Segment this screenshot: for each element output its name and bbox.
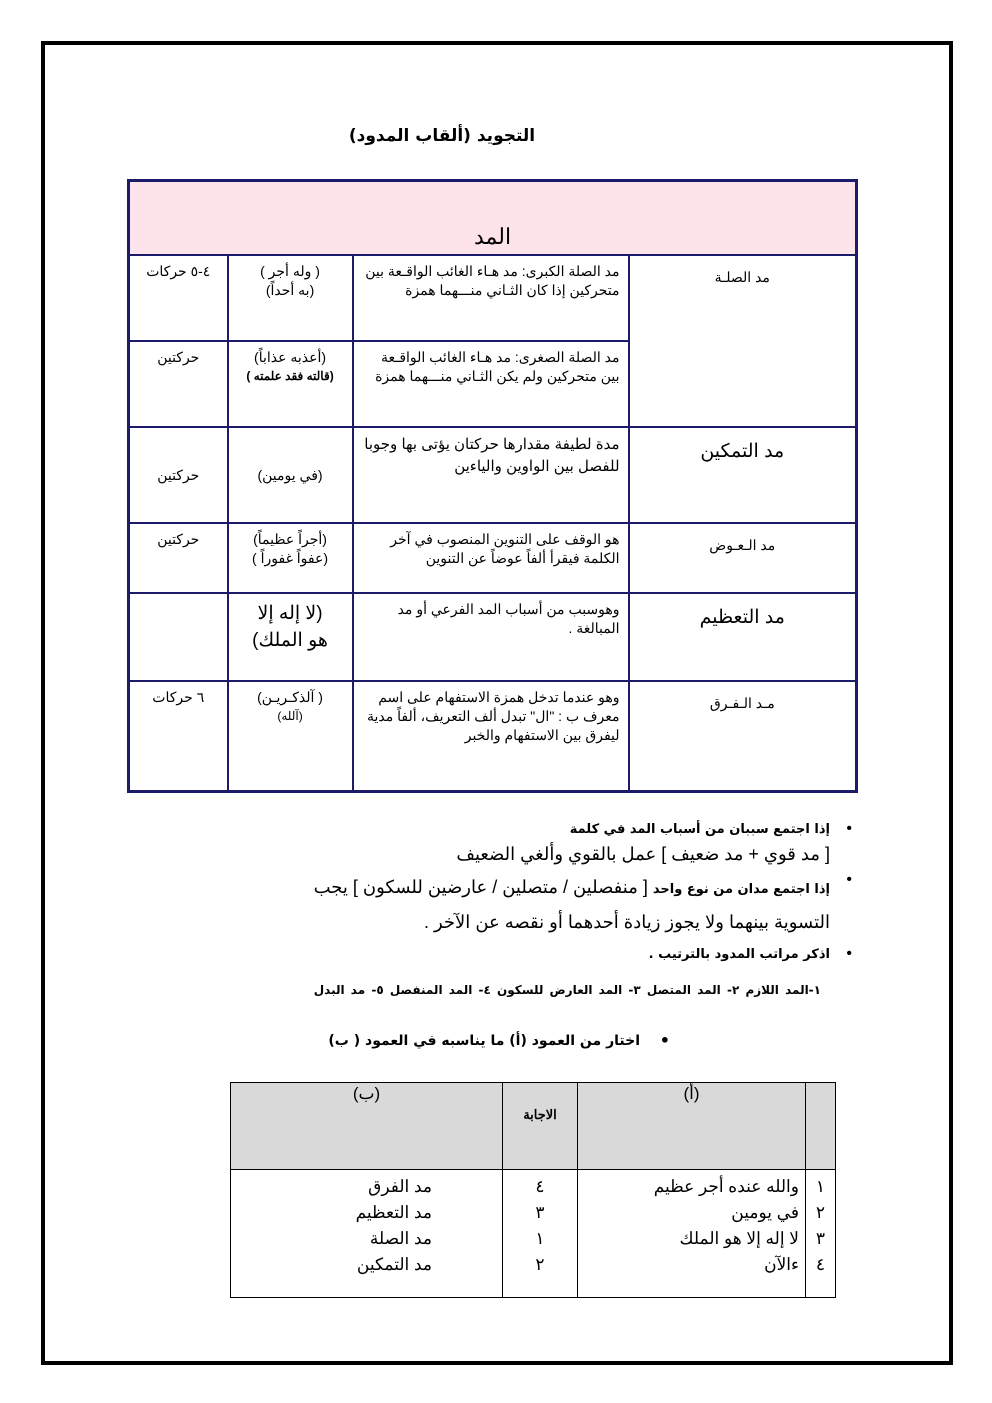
table-row <box>129 255 857 341</box>
list-item: • إذا اجتمع مدان من نوع واحد [ منفصلين / متصلين / عارضين للسكون ] يجب التسوية بينهما ولا يجوز زيادة أحدهما أو نقصه عن الآخر . <box>232 871 852 939</box>
table-row <box>129 523 857 593</box>
answer-header: الاجابة <box>503 1083 578 1170</box>
madd-description: مد الصلة الصغرى: مد هـاء الغائب الواقـعة بين متحركين ولم يكن الثـاني منـــهما همزة <box>353 341 629 427</box>
madd-kind: مد الـعـوض <box>629 523 857 593</box>
madd-description: هو الوقف على التنوين المنصوب في آخر الكلمة فيقرأ ألفاً عوضاً عن التنوين <box>353 523 629 593</box>
col-b-items: مد الفرق مد التعظيم مد الصلة مد التمكين <box>231 1170 503 1298</box>
madd-order: ١-المد اللازم ٢- المد المتصل ٣- المد العارض للسكون ٤- المد المنفصل ٥- مد البدل <box>313 983 821 997</box>
matching-body-row <box>231 1170 836 1298</box>
table-row <box>129 593 857 681</box>
madd-kind: مد التعظيم <box>629 593 857 681</box>
madd-description: مدة لطيفة مقدارها حركتان يؤتى بها وجوبا للفصل بين الواوين والياءين <box>353 427 629 523</box>
madd-description: وهوسبب من أسباب المد الفرعي أو مد المبالغة . <box>353 593 629 681</box>
col-b-header: (ب) <box>231 1083 503 1170</box>
madd-table <box>127 179 858 793</box>
madd-kind: مد التمكين <box>629 427 857 523</box>
exercise-heading: • اختار من العمود (أ) ما يناسبه في العمود ( ب) <box>328 1033 640 1049</box>
notes-list <box>232 820 852 963</box>
madd-description: مد الصلة الكبرى: مد هـاء الغائب الواقـعة بين متحركين إذا كان الثـاني منـــهما همزة <box>353 255 629 341</box>
madd-count: حركتين <box>129 341 228 427</box>
col-a-items: والله عنده أجر عظيم في يومين لا إله إلا هو الملك ءالآن <box>578 1170 806 1298</box>
madd-count <box>129 593 228 681</box>
madd-example: ( وله أجر ) (به أحداً) <box>228 255 353 341</box>
answers-column: ٤ ٣ ١ ٢ <box>503 1170 578 1298</box>
madd-count: ٦ حركات <box>129 681 228 791</box>
col-a-header: (أ) <box>578 1083 806 1170</box>
madd-example: (أعذبه عذاباً) (قالته فقد علمته ) <box>228 341 353 427</box>
list-item: • إذا اجتمع سببان من أسباب المد في كلمة [ مد قوي + مد ضعيف ] عمل بالقوي وألغي الضعيف <box>232 820 852 871</box>
numbers-column: ١ ٢ ٣ ٤ <box>806 1170 836 1298</box>
matching-table <box>230 1082 836 1298</box>
madd-example: (في يومين) <box>228 427 353 523</box>
madd-count: ٤-٥ حركات <box>129 255 228 341</box>
madd-count: حركتين <box>129 427 228 523</box>
table-row <box>129 427 857 523</box>
table-header-row <box>129 181 857 256</box>
madd-example: (لا إله إلا هو الملك) <box>228 593 353 681</box>
madd-description: وهو عندما تدخل همزة الاستفهام على اسم معرف ب : "ال" تبدل ألف التعريف، ألفاً مدية ليفرق بين الاستفهام والخبر <box>353 681 629 791</box>
madd-kind: مد الصلـة <box>629 255 857 427</box>
madd-example: (أجراً عظيماً) (عفواً غفوراً ) <box>228 523 353 593</box>
madd-kind: مـد الـفـرق <box>629 681 857 791</box>
table-row <box>129 681 857 791</box>
madd-example: ( آلذكـريـن) (آلله) <box>228 681 353 791</box>
matching-header-row <box>231 1083 836 1170</box>
table-header: المد <box>129 181 857 256</box>
list-item: • اذكر مراتب المدود بالترتيب . <box>232 945 852 963</box>
page-title: التجويد (ألقاب المدود) <box>348 126 536 146</box>
madd-count: حركتين <box>129 523 228 593</box>
